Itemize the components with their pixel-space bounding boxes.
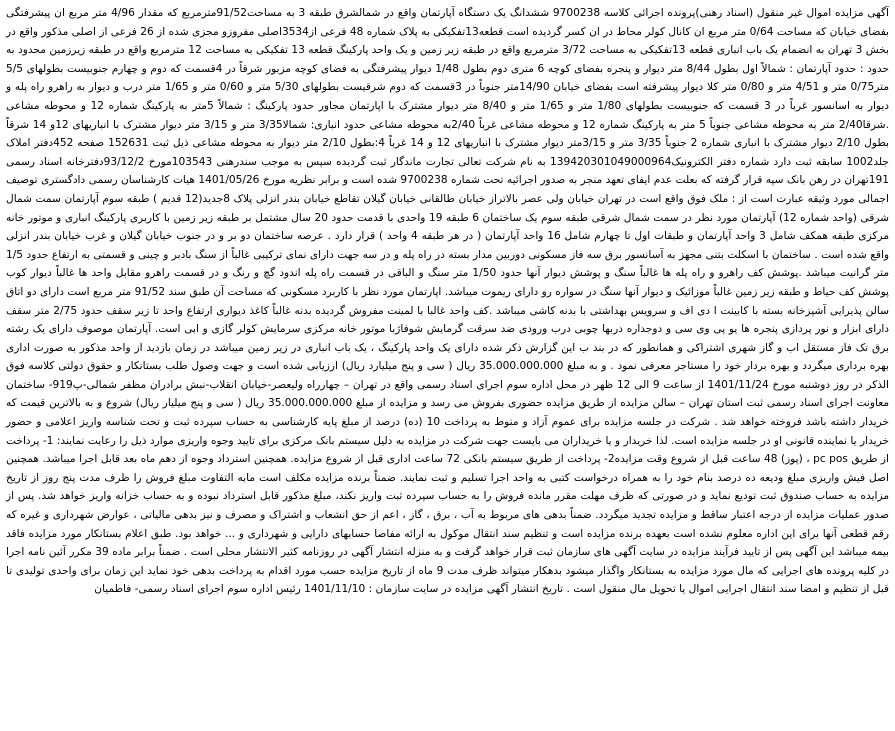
notice-body: آگهی مزایده اموال غیر منقول (اسناد رهنی)پرونده اجرائی کلاسه 9700238 ششدانگ یک دستگاه آپارتمان واقع در شمالشرق طبقه 3 به مساحت91/52مترمربع که مقدار 4/96 متر مربع ان پیشرفتگی بفضای خیابان که مساحت 0/64 متر مربع ان کانال کولر محاط در ان کسر گردیده است قطعه13تفکیکی به پلاک شماره 48 فرعی از3534اصلی مفروزو مجزی شده از 26 فرعی از اصلی مذکور واقع در بخش 3 تهران به انضمام یک باب انباری قطعه 13تفکیکی به مساحت 3/72 مترمربع واقع در طبقه زیر زمین و یک واحد پارکینگ قطعه 13 تفکیکی به مساحت 12 مترمربع واقع در طبقه زیرزمین محدود به حدود : حدود آپارتمان : شمالاً اول بطول 8/44 متر دیوار و پنجره بفضای کوچه 6 متری دوم بطول 1/48 دیوار پیشرفتگی به فضای کوچه مزبور شرقاً در 4قسمت که دوم و چهارم جنوبیست بطولهای 5/5 متر0/75 متر و 4/51 متر و 0/80 متر کلا دیوار پیشرفته است بفضای خیابان 14/90متر جنوباً در 3قسمت که دوم شرقیست بطولهای 5/30 متر و 0/60 متر و 1/65 متر درب و دیوار به راهرو راه پله و دیوار به اسانسور غرباً در 3 قسمت که جنوبیست بطولهای 1/80 متر و 1/65 متر و 8/40 متر دیوار مشترک با اپارتمان مجاور حدود پارکینگ : شمالاً 5متر به پارکینگ شماره 12 و محوطه مشاعی .شرقا2/40 متر به محوطه مشاعی جنوباً 5 متر به پارکینگ شماره 12 و محوطه مشاعی غرباً 2/40به محوطه مشاعی حدود انباری: شمالا3/35 متر و 3/15 متر دیوار مشترک با انباریهای 12و 14 شرقاً بطول 2/10 دیوار مشترک با انباری شماره 2 جنوباً 3/35 متر و 3/15متر دیوار مشترک با انباریهای 12 و 14 غرباً 4:بطول 2/10 متر دیوار به محوطه مشاعی ذیل ثبت 152631 صفحه 452دفتر املاک جلد1002 سابقه ثبت دارد شماره دفتر الکترونیک139420301049000964 به نام شرکت تعالی تجارت ماندگار ثبت گردیده سپس به موجب سندرهنی 103543مورخ 93/12/2دفترخانه اسناد رسمی 191تهران در رهن بانک سپه قرار گرفته که بعلت عدم ایفای تعهد منجر به صدور اجرائیه تحت شماره 9700238 شده است و برابر نظریه مورخ 1401/05/26 هیات کارشناسان رسمی دادگستری توصیف اجمالی مورد وثیقه عبارت است از : ملک فوق واقع است در تهران خیابان ولی عصر بالاتراز خیابان طالقانی خیابان گیلان تقاطع خیابان بندر انزلی پلاک 8جدید(12 قدیم ) طبقه سوم آپارتمان سمت شمال شرقی (واحد شماره 12) آپارتمان مورد نظر در سمت شمال شرقی طبقه سوم یک ساختمان 6 طبقه 19 واحدی با قدمت حدود 20 سال مشتمل بر طبقه زیر زمین با کاربری پارکینگ انباری و موتور خانه مرکزی طبقه همکف شامل 3 واحد آپارتمان و طبقات اول تا چهارم شامل 16 واحد آپارتمان ( در هر طبقه 4 واحد ) قرار دارد . عرصه ساختمان دو بر و در جنوب خیابان گیلان و غرب خیابان بندر انزلی واقع شده است . ساختمان با اسکلت بتنی مجهز به آسانسور برق سه فاز مسکونی دوربین مدار بسته در راه پله و در سه جهت دارای نمای ترکیبی غالباً از سنگ بادبر و چینی و قسمتی به ارتفاع حدود 1/5 متر گرانیت میباشد .پوشش کف راهرو و راه پله ها غالباً سنگ و پوشش دیوار آنها حدود 1/50 متر سنگ و الباقی در قسمت راه پله اندود گچ و رنگ و در قسمت راهرو مقابل واحد ها غالباً دیوار کوب پوشش کف حیاط و طبقه زیر زمین غالباً موزائیک و دیوار آنها سنگ در سواره رو دارای ریموت میباشد. اپارتمان مورد نظر با کاربرد مسکونی که مساحت آن طبق سند 91/52 متر مربع است دارای دو اتاق سالن پذیرایی آشپزخانه بسته با کابینت ا دی اف و سرویس بهداشتی با بدنه کاشی میباشد .کف واحد غالبا با لمینت مفروش گردیده بدنه غالباً کاغذ دیواری ارتفاع واحد تا زیر سقف حدود 2/75 متر سقف دارای ابزار و نور پردازی پنجره ها یو پی وی سی و دوجداره دربها چوبی درب ورودی ضد سرقت گرمایش شوفاژبا موتور خانه مرکزی سرمایش کولر گازی و ابی است. آپارتمان موصوف دارای یک رشته برق تک فاز مستقل اب و گاز شهری اشتراکی و همانطور که در بند ب این گزارش ذکر شده دارای یک واحد پارکینگ ، یک باب انباری در زیر زمین میباشد در زمان بازدید از واحد مذکور به صورت اداری بهره برداری میگردد و بهره بردار خود را مستاجر معرفی نمود . و به مبلغ 35.000.000.000 ریال ( سی و پنج میلیارد ریال) ارزیابی شده است و جهت وصول طلب بستانکار و حقوق دولتی کلاسه فوق الذکر در روز دوشنبه مورخ 1401/11/24 از ساعت 9 الی 12 ظهر در محل اداره سوم اجرای اسناد رسمی واقع در تهران – چهارراه ولیعصر-خیابان انقلاب-نبش برادران مظفر شمالی-پ919- ساختمان معاونت اجرای اسناد رسمی ثبت استان تهران – سالن مزایده از طریق مزایده حضوری بفروش می رسد و مزایده از مبلغ 35.000.000.000 ریال ( سی و پنج میلیار ریال) شروع و به بالاترین قیمت که خریدار داشته باشد فروخته خواهد شد . شرکت در جلسه مزایده برای عموم آزاد و منوط به پرداخت 10 (ده) درصد از مبلغ پایه کارشناسی به حساب سپرده ثبت و تحت شناسه واریز اعلامی و حضور خریدار یا نماینده قانونی او در جلسه مزایده است. لذا خریدار و یا خریداران می بایست جهت شرکت در مزایده به دلیل سیستم بانک مرکزی برای تایید وجوه واریزی موارد ذیل را رعایت نمایند: 1- پرداخت از طریق pc pos ، (پوز) 48 ساعت قبل از شروع وقت مزایده2- پرداخت از طریق سیستم بانکی 72 ساعت اداری قبل از شروع مزایده. همچنین استرداد وجوه از دهم ماه بعد قابل اجرا میباشد. همچنین اصل فیش واریزی مبلغ ودیعه ده درصد بنام خود را به همراه درخواست کتبی به واحد اجرا تسلیم و ثبت نمایند. ضمناً برنده مزایده مکلف است مابه التفاوت مبلغ فروش را ظرف مدت پنج روز از تاریخ مزایده به حساب صندوق ثبت تودیع نماید و در صورتی که ظرف مهلت مقرر مانده فروش را به حساب سپرده ثبت واریز نکند، مبلغ مذکور قابل استرداد نبوده و به حساب خزانه واریز خواهد شد. پس از صدور عملیات مزایده از درجه اعتبار ساقط و مزایده تجدید میگردد. ضمناً بدهی های مربوط به آب ، برق ، گاز ، اعم از حق انشعاب و اشتراک و مصرف و نیز بدهی مالیاتی ، عوارض شهرداری و غیره که رقم قطعی آنها برای این اداره معلوم نشده است بعهده برنده مزایده است و تنظیم سند انتقال موکول به ارائه مفاصا حسابهای دارایی و شهرداری و ... خواهد بود. طبق اعلام بستانکار مورد مزایده فاقد بیمه میباشد این آگهی پس از تایید فرآیند مزایده در سایت آگهی های سازمان ثبت قرار خواهد گرفت و به منزله انتشار آگهی در روزنامه کثیر الانتشار محلی است . ضمناً برابر ماده 39 مکرر آئین نامه اجرا در کلیه پرونده های اجرایی که مال مورد مزایده به بستانکار واگذار میشود بدهکار میتواند ظرف مدت 9 ماه از تاریخ مزایده حسب مورد اقدام به پرداخت بدهی خود نماید این زمان برای واحدی تولیدی تا قبل از تنظیم و امضا سند انتقال اجرایی اموال یا تحویل مال منقول است . تاریخ انتشار آگهی مزایده در سایت سازمان : 1401/11/10 رئیس اداره سوم اجرای اسناد رسمی- فاطمیان [6,7,890,596]
auction-notice-text [6,4,889,599]
